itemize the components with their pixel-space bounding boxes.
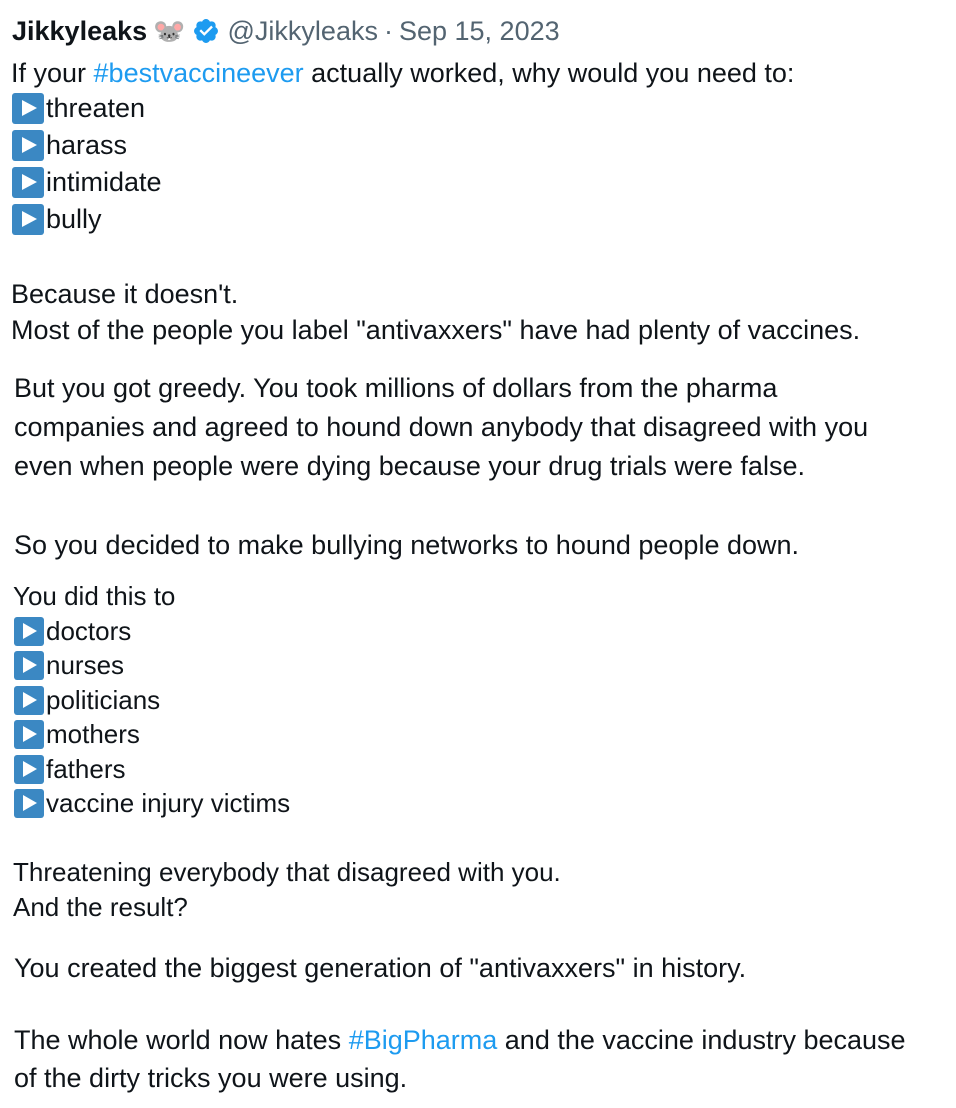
play-button-icon (14, 651, 44, 680)
display-name[interactable]: Jikkyleaks (12, 15, 148, 46)
list-item (12, 127, 127, 164)
mouse-emoji-icon: 🐭 (153, 16, 186, 46)
created-line: You created the biggest generation of "antivaxxers" in history. (14, 953, 747, 983)
list-item-label: mothers (46, 719, 140, 749)
world-text-before: The whole world now hates (14, 1025, 349, 1055)
play-button-icon (14, 789, 44, 818)
list-item (12, 201, 102, 238)
play-button-icon (12, 93, 44, 124)
list-item (14, 614, 131, 649)
list-item-label: nurses (46, 650, 125, 680)
because-line: Because it doesn't. (11, 279, 239, 309)
play-button-icon (12, 204, 44, 235)
separator-dot: · (383, 15, 393, 46)
list-item-label: intimidate (46, 167, 162, 197)
play-button-icon (14, 720, 44, 749)
did-this-line: You did this to (13, 581, 176, 611)
intro-line (11, 55, 794, 92)
tweet-header (12, 12, 560, 50)
play-button-icon (12, 167, 44, 198)
play-button-icon (14, 617, 44, 646)
hashtag-bestvaccineever[interactable]: #bestvaccineever (93, 58, 304, 88)
verified-badge-icon (192, 17, 220, 45)
user-handle[interactable]: @Jikkyleaks (227, 15, 378, 46)
list-item-label: politicians (46, 685, 161, 715)
hashtag-bigpharma[interactable]: #BigPharma (348, 1025, 498, 1055)
play-button-icon (14, 686, 44, 715)
paragraph-greedy-line-2: companies and agreed to hound down anybody that disagreed with you (14, 412, 869, 442)
world-line-1 (14, 1021, 906, 1060)
threatening-line: Threatening everybody that disagreed with you. (13, 857, 561, 887)
list-item-label: bully (46, 204, 102, 234)
play-button-icon (14, 755, 44, 784)
paragraph-greedy-line-3: even when people were dying because your drug trials were false. (14, 451, 805, 481)
play-button-icon (12, 130, 44, 161)
result-line: And the result? (13, 892, 188, 922)
paragraph-networks: So you decided to make bullying networks to hound people down. (14, 530, 800, 560)
world-line-2: of the dirty tricks you were using. (14, 1063, 408, 1093)
list-item-label: harass (46, 130, 128, 160)
intro-text-before: If your (11, 58, 94, 88)
list-item (12, 90, 145, 127)
world-text-after: and the vaccine industry because (497, 1025, 906, 1055)
list-item-label: fathers (46, 754, 126, 784)
intro-text-after: actually worked, why would you need to: (303, 58, 795, 88)
list-item (14, 683, 160, 718)
paragraph-greedy-line-1: But you got greedy. You took millions of dollars from the pharma (14, 373, 778, 403)
list-item (14, 648, 124, 683)
list-item (14, 752, 126, 787)
list-item-label: threaten (46, 93, 146, 123)
list-item (14, 717, 140, 752)
most-people-line: Most of the people you label "antivaxxers" have had plenty of vaccines. (11, 315, 861, 345)
list-item (12, 164, 162, 201)
list-item (14, 786, 290, 821)
tweet-date[interactable]: Sep 15, 2023 (398, 15, 560, 46)
list-item-label: vaccine injury victims (46, 788, 291, 818)
list-item-label: doctors (46, 616, 132, 646)
